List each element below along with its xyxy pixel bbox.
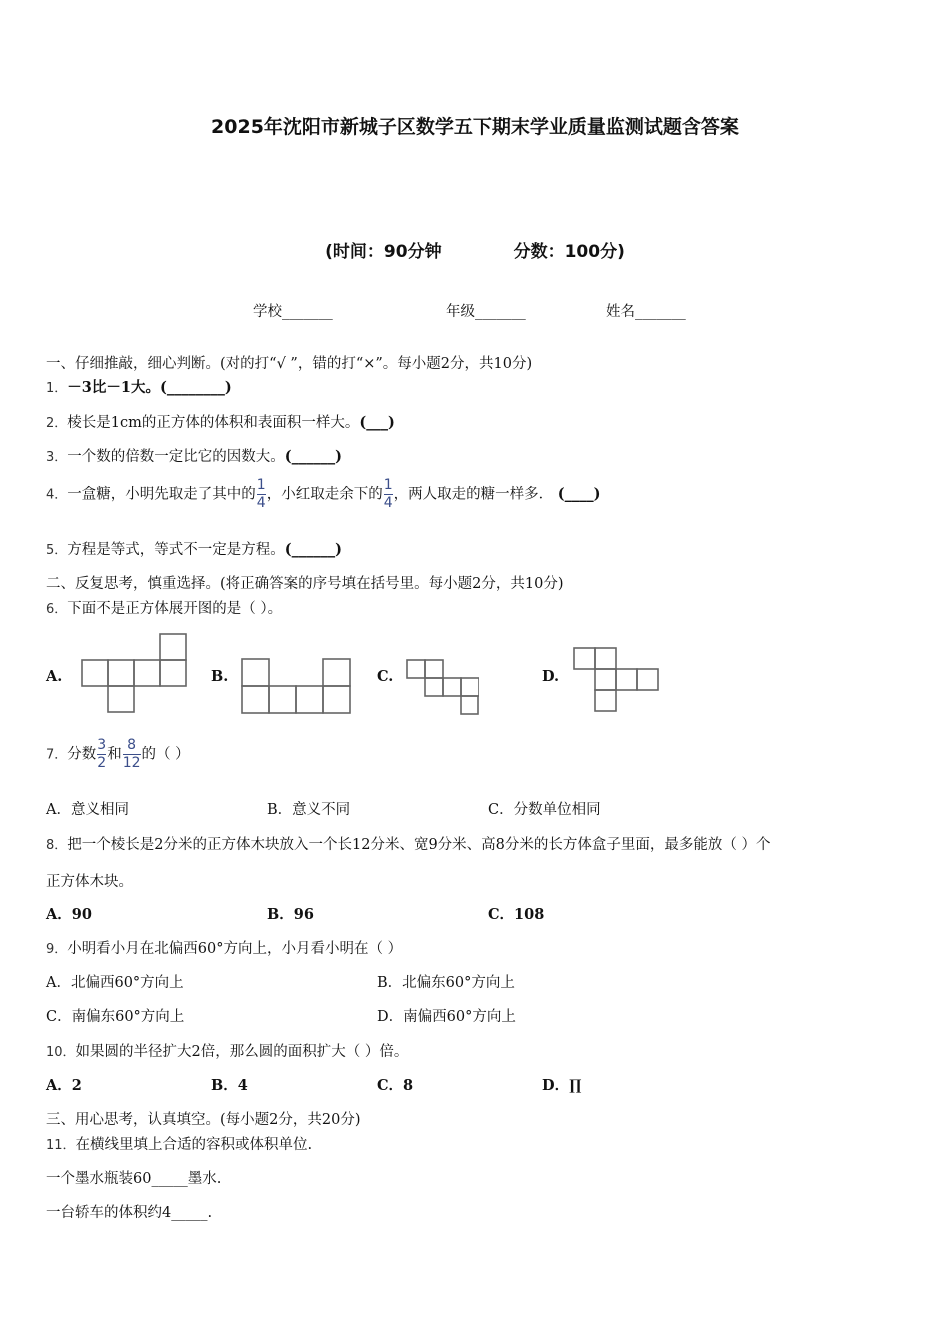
answer-blank[interactable]: (________) — [159, 379, 232, 396]
q6-option-b-label[interactable]: B. — [211, 668, 229, 685]
exam-time: (时间：90分钟 — [325, 242, 442, 262]
question-8: 8．把一个棱长是2分米的正方体木块放入一个长12分米、宽9分米、高8分米的长方体盒子里面，最多能放（ ）个 — [46, 837, 771, 853]
q11-line-2[interactable]: 一台轿车的体积约4_____. — [46, 1205, 213, 1221]
answer-blank[interactable]: (___) — [359, 414, 395, 431]
q8-option-b[interactable]: B．96 — [267, 906, 314, 923]
q7-option-a[interactable]: A．意义相同 — [46, 802, 129, 818]
fraction-eight-twelfths: $\frac{8}{12}$ — [122, 737, 141, 771]
question-6: 6．下面不是正方体展开图的是（ ）。 — [46, 601, 283, 617]
name-field[interactable]: 姓名_______ — [606, 304, 686, 320]
cube-net-c[interactable] — [405, 658, 479, 716]
question-5: 5．方程是等式，等式不一定是方程。(______) — [46, 541, 343, 558]
q7-option-b[interactable]: B．意义不同 — [267, 802, 351, 818]
q6-option-c-label[interactable]: C. — [377, 668, 394, 685]
page-title: 2025年沈阳市新城子区数学五下期末学业质量监测试题含答案 — [211, 116, 739, 138]
fraction-one-quarter: $\frac{1}{4}$ — [383, 477, 393, 511]
answer-blank[interactable]: (______) — [284, 541, 343, 558]
question-3: 3．一个数的倍数一定比它的因数大。(______) — [46, 448, 343, 465]
q10-option-b[interactable]: B．4 — [211, 1077, 248, 1094]
school-field[interactable]: 学校_______ — [253, 304, 333, 320]
cube-net-d[interactable] — [572, 646, 662, 714]
question-10: 10．如果圆的半径扩大2倍，那么圆的面积扩大（ ）倍。 — [46, 1044, 409, 1060]
q7-option-c[interactable]: C．分数单位相同 — [488, 802, 601, 818]
exam-score: 分数：100分) — [513, 242, 625, 262]
fraction-one-quarter: $\frac{1}{4}$ — [256, 477, 266, 511]
q6-option-d-label[interactable]: D. — [542, 668, 560, 685]
cube-net-b[interactable] — [240, 656, 352, 716]
q8-option-a[interactable]: A．90 — [46, 906, 92, 923]
exam-meta — [0, 237, 950, 262]
question-9: 9．小明看小月在北偏西60°方向上，小月看小明在（ ） — [46, 941, 403, 957]
q9-option-b[interactable]: B．北偏东60°方向上 — [377, 975, 515, 991]
cube-net-a[interactable] — [80, 632, 190, 714]
grade-field[interactable]: 年级_______ — [446, 304, 526, 320]
q9-option-c[interactable]: C．南偏东60°方向上 — [46, 1009, 185, 1025]
question-2: 2．棱长是1cm的正方体的体积和表面积一样大。(___) — [46, 414, 395, 431]
question-11: 11．在横线里填上合适的容积或体积单位. — [46, 1137, 313, 1153]
q10-option-a[interactable]: A．2 — [46, 1077, 82, 1094]
q10-option-c[interactable]: C．8 — [377, 1077, 414, 1094]
q9-option-a[interactable]: A．北偏西60°方向上 — [46, 975, 184, 991]
answer-blank[interactable]: (____) — [557, 485, 601, 503]
question-8-cont: 正方体木块。 — [46, 874, 133, 890]
q6-option-a-label[interactable]: A. — [46, 668, 63, 685]
q11-line-1[interactable]: 一个墨水瓶装60_____墨水. — [46, 1171, 222, 1187]
question-1: 1．－3比－1大。(________) — [46, 379, 232, 396]
section3-heading: 三、用心思考，认真填空。(每小题2分，共20分) — [46, 1112, 361, 1128]
q10-option-d[interactable]: D．∏ — [542, 1077, 582, 1094]
section1-heading: 一、仔细推敲，细心判断。(对的打“√ ”，错的打“×”。每小题2分，共10分) — [46, 356, 533, 372]
q9-option-d[interactable]: D．南偏西60°方向上 — [377, 1009, 516, 1025]
question-7: 7．分数$\frac{3}{2}$和$\frac{8}{12}$的（ ） — [46, 737, 190, 771]
fraction-three-halves: $\frac{3}{2}$ — [97, 737, 107, 771]
q8-option-c[interactable]: C．108 — [488, 906, 545, 923]
question-4: 4．一盒糖，小明先取走了其中的$\frac{1}{4}$，小红取走余下的$\frac{1}{4}$，两人取走的糖一样多． (____) — [46, 477, 601, 511]
answer-blank[interactable]: (______) — [284, 448, 343, 465]
section2-heading: 二、反复思考，慎重选择。(将正确答案的序号填在括号里。每小题2分，共10分) — [46, 576, 564, 592]
